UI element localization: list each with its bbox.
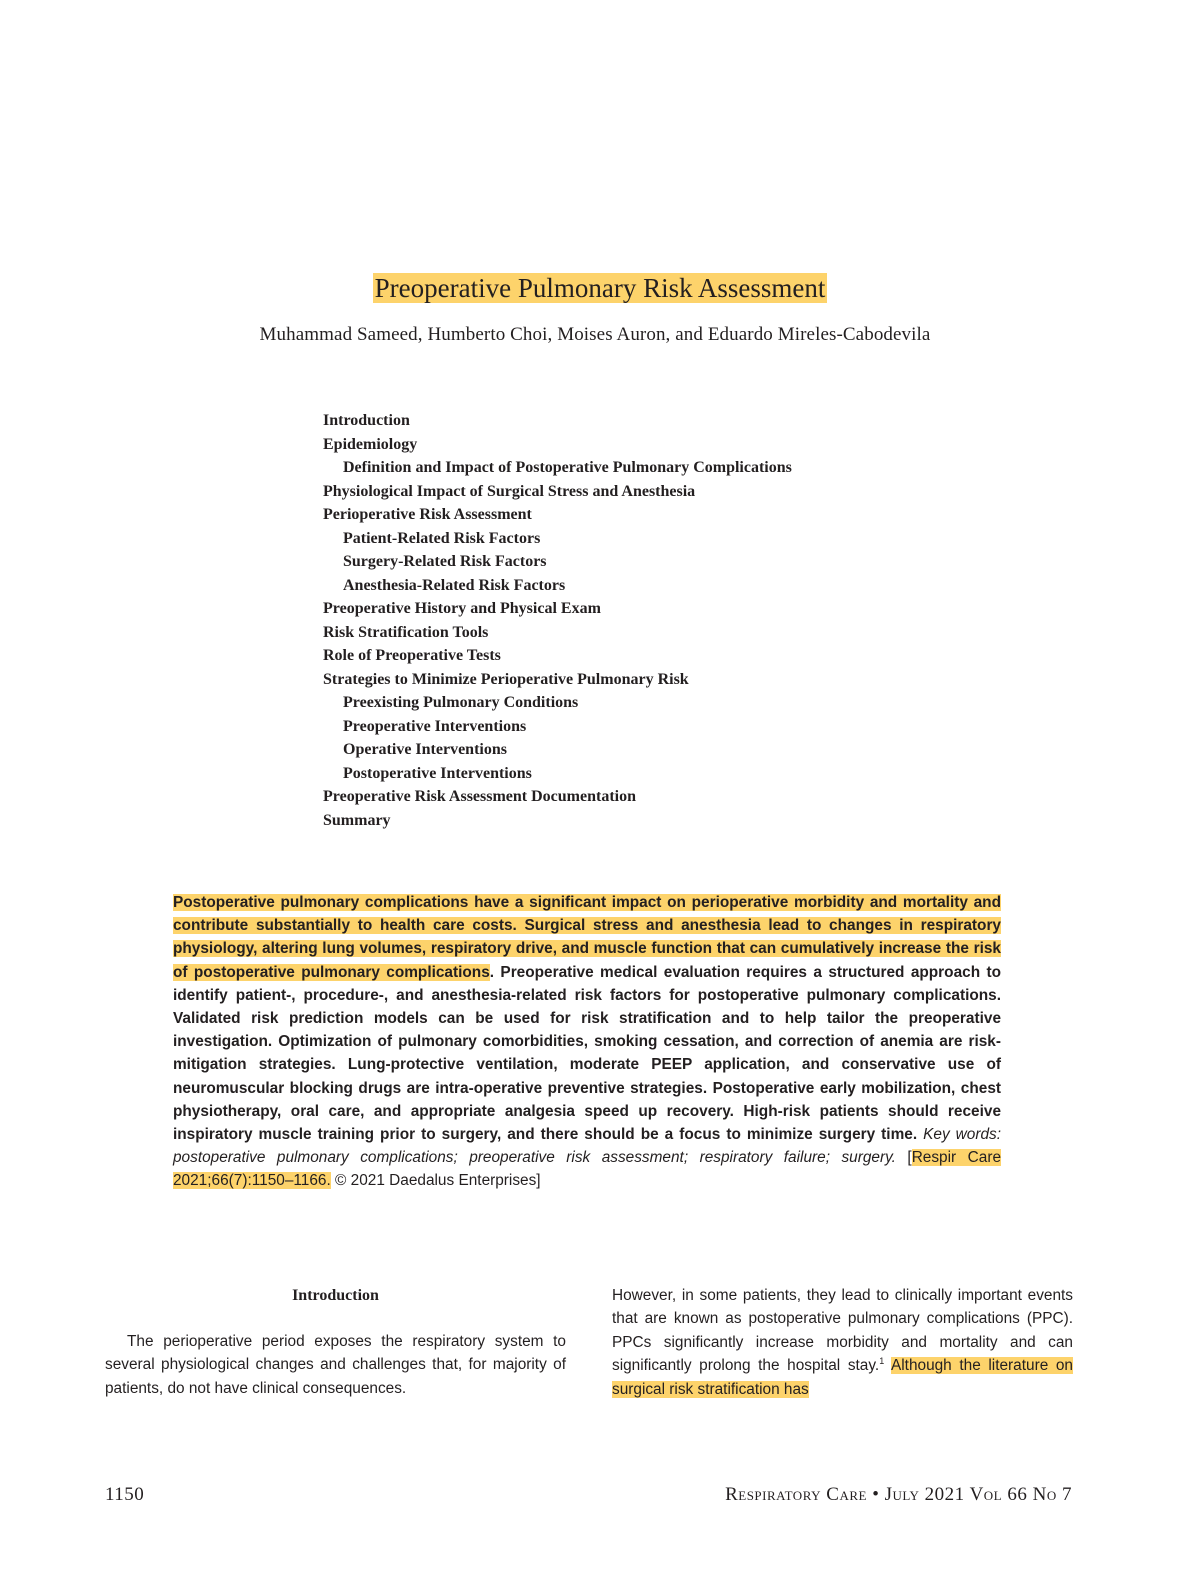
left-column xyxy=(105,1284,566,1400)
toc-item[interactable]: Perioperative Risk Assessment xyxy=(323,506,532,523)
copyright-notice: © 2021 Daedalus Enterprises] xyxy=(335,1172,541,1190)
toc-subitem[interactable]: Patient-Related Risk Factors xyxy=(343,529,541,547)
article-title xyxy=(0,270,1200,306)
toc-item[interactable]: Physiological Impact of Surgical Stress and Anesthesia xyxy=(323,482,696,500)
right-column xyxy=(612,1284,1073,1401)
toc-item[interactable]: Strategies to Minimize Perioperative Pulmonary Risk xyxy=(323,670,689,688)
citation-link[interactable]: Respir Care 2021;66(7):1150–1166. xyxy=(173,1149,1002,1190)
intro-right-text: However, in some patients, they lead to clinically important events that are known as postoperative pulmonary complications (PPC). PPCs significantly increase morbidity and mortality and can significantly prolong the hospital stay. xyxy=(612,1287,1073,1375)
toc-subitem[interactable]: Anesthesia-Related Risk Factors xyxy=(343,576,566,594)
toc-item[interactable]: Epidemiology xyxy=(323,435,418,453)
toc-item[interactable]: Introduction xyxy=(323,412,410,429)
toc-subitem[interactable]: Surgery-Related Risk Factors xyxy=(343,553,547,570)
section-heading-introduction: Introduction xyxy=(292,1287,379,1304)
toc-subitem[interactable]: Operative Interventions xyxy=(343,741,507,758)
abstract-keywords: Key words: postoperative pulmonary complications; preoperative risk assessment; respiratory failure; surgery. xyxy=(173,1126,1001,1167)
toc-subitem[interactable]: Preexisting Pulmonary Conditions xyxy=(343,694,579,711)
abstract xyxy=(173,891,1001,1193)
toc-subitem[interactable]: Postoperative Interventions xyxy=(343,764,532,782)
toc-item[interactable]: Summary xyxy=(323,811,391,829)
table-of-contents xyxy=(323,409,1023,832)
toc-item[interactable]: Risk Stratification Tools xyxy=(323,623,489,641)
reference-1[interactable]: 1 xyxy=(879,1356,885,1367)
toc-subitem[interactable]: Definition and Impact of Postoperative Pulmonary Complications xyxy=(343,459,792,476)
abstract-highlighted-text: Postoperative pulmonary complications have a significant impact on perioperative morbidity and mortality and contribute substantially to health care costs. Surgical stress and anesthesia lead to changes in respiratory physiology, altering lung volumes, respiratory drive, and muscle function that can cumulatively increase the risk of postoperative pulmonary complications xyxy=(173,894,1001,981)
toc-item[interactable]: Preoperative History and Physical Exam xyxy=(323,600,601,617)
intro-right-highlight: Although the literature on surgical risk stratification has xyxy=(612,1357,1073,1398)
intro-paragraph-right xyxy=(612,1284,1073,1401)
toc-item[interactable]: Preoperative Risk Assessment Documentation xyxy=(323,788,637,805)
journal-footer: Respiratory Care • July 2021 Vol 66 No 7 xyxy=(725,1484,1072,1505)
cite-open-bracket: [ xyxy=(907,1149,912,1167)
abstract-body-text: . Preoperative medical evaluation requires a structured approach to identify patient-, procedure-, and anesthesia-related risk factors for postoperative pulmonary complications. Validated risk prediction models can be used for risk stratification and to help tailor the preoperative investigation. Optimization of pulmonary comorbidities, smoking cessation, and correction of anemia are risk-mitigation strategies. Lung-protective ventilation, moderate PEEP application, and conservative use of neuromuscular blocking drugs are intra-operative preventive strategies. Postoperative early mobilization, chest physiotherapy, oral care, and appropriate analgesia speed up recovery. High-risk patients should receive inspiratory muscle training prior to surgery, and there should be a focus to minimize surgery time. xyxy=(173,963,1002,1144)
intro-paragraph-left: The perioperative period exposes the respiratory system to several physiological changes and challenges that, for majority of patients, do not have clinical consequences. xyxy=(105,1333,566,1397)
toc-item[interactable]: Role of Preoperative Tests xyxy=(323,647,501,664)
author-list: Muhammad Sameed, Humberto Choi, Moises Auron, and Eduardo Mireles-Cabodevila xyxy=(259,324,931,345)
toc-subitem[interactable]: Preoperative Interventions xyxy=(343,717,527,735)
title-text: Preoperative Pulmonary Risk Assessment xyxy=(374,273,826,304)
page-number: 1150 xyxy=(105,1484,145,1505)
